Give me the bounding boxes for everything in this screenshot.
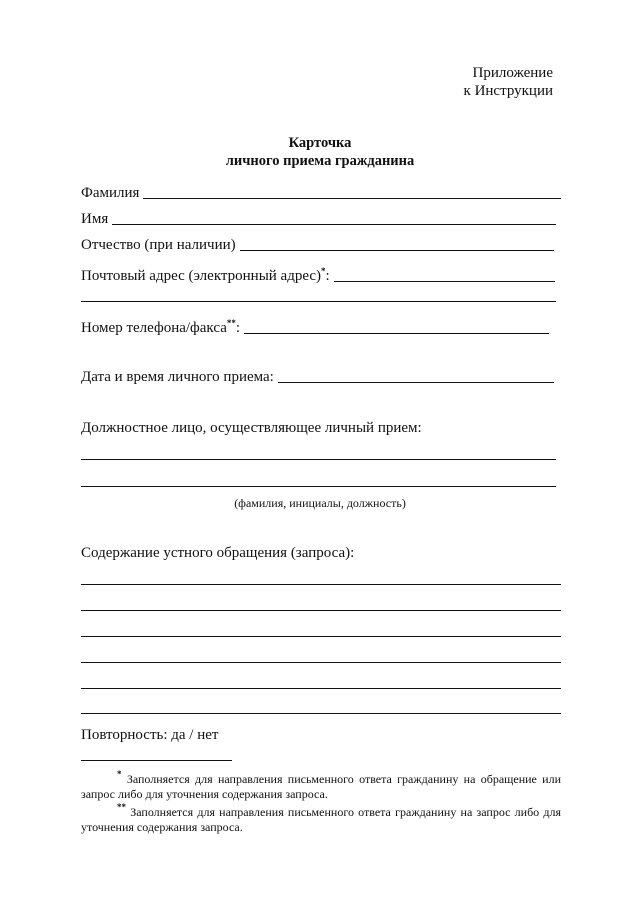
content-input-line-2[interactable] <box>81 610 561 611</box>
content-input-line-4[interactable] <box>81 662 561 663</box>
datetime-label: Дата и время личного приема: <box>81 369 274 385</box>
footnote-2-mark: ** <box>117 802 126 812</box>
datetime-row <box>81 368 554 386</box>
form-title-line-2: личного приема гражданина <box>225 153 415 169</box>
phone-input-line[interactable] <box>244 319 549 334</box>
repeat-label: Повторность: да / нет <box>81 727 219 743</box>
form-title-line-1: Карточка <box>288 135 352 151</box>
official-input-line-2[interactable] <box>81 486 556 487</box>
footnote-1-text: Заполняется для направления письменного ответа гражданину на обращение или запрос либо для уточнения содержания запроса. <box>81 772 562 801</box>
content-input-line-5[interactable] <box>81 688 561 689</box>
official-input-line-1[interactable] <box>81 459 556 460</box>
address-footnote-mark: * <box>321 266 326 276</box>
content-input-line-1[interactable] <box>81 584 561 585</box>
footnote-1 <box>81 767 561 802</box>
appendix-line-1: Приложение <box>472 65 553 81</box>
phone-label: Номер телефона/факса**: <box>81 318 241 336</box>
phone-row <box>81 314 549 337</box>
patronymic-input-line[interactable] <box>240 236 554 251</box>
footnote-1-mark: * <box>117 769 122 779</box>
form-title <box>0 134 640 170</box>
address-input-line[interactable] <box>334 267 555 282</box>
address-label: Почтовый адрес (электронный адрес)*: <box>81 266 330 284</box>
surname-label: Фамилия <box>81 185 140 201</box>
official-caption: (фамилия, инициалы, должность) <box>234 496 406 510</box>
footnote-2 <box>81 800 561 835</box>
patronymic-row <box>81 236 554 254</box>
address-input-line-2[interactable] <box>81 301 556 302</box>
official-label: Должностное лицо, осуществляющее личный прием: <box>81 420 422 436</box>
name-label: Имя <box>81 211 109 227</box>
name-row <box>81 210 556 228</box>
content-input-line-6[interactable] <box>81 713 561 714</box>
appendix-line-2: к Инструкции <box>463 83 553 99</box>
phone-footnote-mark: ** <box>226 318 236 328</box>
footnote-separator <box>81 760 232 761</box>
footnote-2-text: Заполняется для направления письменного ответа гражданину на запрос либо для уточнения содержания запроса. <box>81 805 561 834</box>
content-label: Содержание устного обращения (запроса): <box>81 545 355 561</box>
surname-row <box>81 184 561 202</box>
content-input-line-3[interactable] <box>81 636 561 637</box>
name-input-line[interactable] <box>112 210 556 225</box>
surname-input-line[interactable] <box>143 184 561 199</box>
patronymic-label: Отчество (при наличии) <box>81 237 236 253</box>
address-row <box>81 262 555 285</box>
appendix-note <box>464 64 553 100</box>
datetime-input-line[interactable] <box>278 368 554 383</box>
